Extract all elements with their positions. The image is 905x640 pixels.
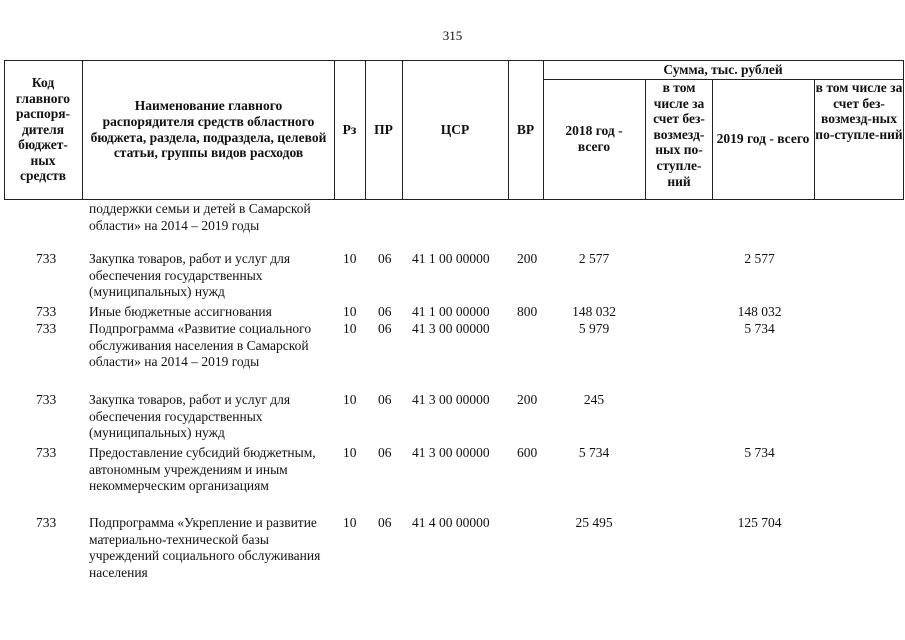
row-code: 733 [36,321,57,336]
header-2018-free: в том числе за счет без-возмезд-ных по-ступле-ний [653,80,705,189]
row-vr: 600 [517,445,538,460]
row-sum-2018: 5 734 [578,445,610,460]
row-name: Закупка товаров, работ и услуг для обеспечения государственных (муниципальных) нужд [89,251,291,299]
row-code: 733 [36,515,57,530]
row-rz: 10 [343,515,357,530]
row-sum-2019: 148 032 [737,304,782,319]
row-csr: 41 3 00 00000 [412,321,490,336]
row-csr: 41 3 00 00000 [412,392,490,407]
col-border-8 [712,79,713,200]
row-sum-2018: 148 032 [572,304,616,319]
row-rz: 10 [343,304,357,319]
col-border-0 [4,60,5,200]
row-name: поддержки семьи и детей в Самарской области» на 2014 – 2019 годы [89,201,311,233]
row-csr: 41 1 00 00000 [412,251,490,266]
row-rz: 10 [343,251,357,266]
row-name: Закупка товаров, работ и услуг для обеспечения государственных (муниципальных) нужд [89,392,291,440]
header-rz: Рз [342,121,357,137]
row-name: Подпрограмма «Укрепление и развитие материально-технической базы учреждений социального обслуживания населения [89,515,321,580]
row-vr: 200 [517,392,538,407]
row-sum-2019: 125 704 [737,515,782,530]
header-2019-free: в том числе за счет без-возмезд-ных по-ступле-ний [815,80,903,142]
row-code: 733 [36,445,57,460]
row-sum-2019: 2 577 [744,251,775,266]
row-pr: 06 [378,321,392,336]
row-pr: 06 [378,445,392,460]
row-name: Предоставление субсидий бюджетным, автономным учреждениям и иным некоммерческим организациям [89,445,316,493]
header-sum-title: Сумма, тыс. рублей [663,62,783,78]
header-csr: ЦСР [440,121,470,137]
row-code: 733 [36,251,57,266]
row-vr: 800 [517,304,538,319]
header-2018-total: 2018 год - всего [565,123,623,154]
row-sum-2018: 2 577 [578,251,610,266]
row-csr: 41 3 00 00000 [412,445,490,460]
row-rz: 10 [343,321,357,336]
col-border-6 [543,60,544,200]
header-code: Код главного распоря-дителя бюджет-ных средств [15,74,71,184]
row-pr: 06 [378,392,392,407]
header-pr: ПР [374,121,393,137]
col-border-10 [903,60,904,200]
row-code: 733 [36,392,57,407]
row-csr: 41 1 00 00000 [412,304,490,319]
row-rz: 10 [343,392,357,407]
page-number: 315 [442,28,463,43]
header-vr: ВР [516,121,535,137]
row-name: Подпрограмма «Развитие социального обслуживания населения в Самарской области» на 2014 – 2019 годы [89,321,312,369]
row-sum-2019: 5 734 [744,445,775,460]
row-sum-2019: 5 734 [744,321,775,336]
header-2019-total: 2019 год - всего [716,131,810,147]
row-pr: 06 [378,304,392,319]
row-name: Иные бюджетные ассигнования [89,304,272,319]
row-vr: 200 [517,251,538,266]
row-code: 733 [36,304,57,319]
row-pr: 06 [378,515,392,530]
row-sum-2018: 245 [583,392,605,407]
row-csr: 41 4 00 00000 [412,515,490,530]
col-border-1 [82,60,83,200]
header-name: Наименование главного распорядителя средств областного бюджета, раздела, подраздела, целевой статьи, группы видов расходов [90,98,327,161]
row-pr: 06 [378,251,392,266]
row-rz: 10 [343,445,357,460]
header-bottom-border [4,199,903,200]
row-sum-2018: 5 979 [578,321,610,336]
row-sum-2018: 25 495 [575,515,613,530]
